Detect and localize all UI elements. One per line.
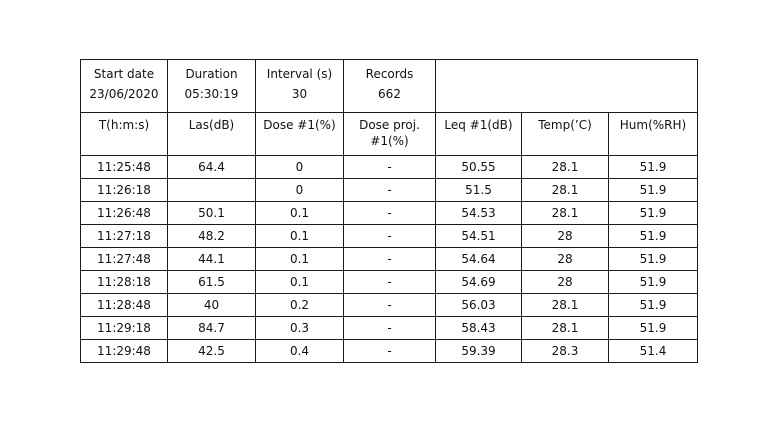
table-cell: 28.3: [522, 340, 609, 363]
table-cell: 51.9: [609, 225, 698, 248]
table-cell: 84.7: [168, 317, 256, 340]
duration-value: 05:30:19: [184, 87, 239, 101]
table-cell: 50.1: [168, 202, 256, 225]
column-header: T(h:m:s): [81, 113, 168, 156]
table-row: [81, 202, 698, 225]
records-label: Records: [365, 67, 414, 81]
table-cell: 28.1: [522, 317, 609, 340]
table-cell: 64.4: [168, 156, 256, 179]
column-header: Temp(’C): [522, 113, 609, 156]
table-cell: 51.9: [609, 317, 698, 340]
table-cell: -: [344, 156, 436, 179]
metadata-row: [81, 60, 698, 113]
table-cell: 51.9: [609, 179, 698, 202]
table-cell: 0.1: [256, 202, 344, 225]
table-cell: 28.1: [522, 179, 609, 202]
table-cell: 11:28:48: [81, 294, 168, 317]
table-row: [81, 179, 698, 202]
table-cell: 58.43: [436, 317, 522, 340]
table-cell: [168, 179, 256, 202]
table-cell: 28.1: [522, 294, 609, 317]
table-cell: 42.5: [168, 340, 256, 363]
table-cell: 0: [256, 179, 344, 202]
table-cell: 11:27:18: [81, 225, 168, 248]
column-header: Hum(%RH): [609, 113, 698, 156]
table-row: [81, 248, 698, 271]
table-cell: 28: [522, 271, 609, 294]
table-cell: -: [344, 202, 436, 225]
table-cell: 0.1: [256, 271, 344, 294]
table-cell: 0.4: [256, 340, 344, 363]
table-cell: 51.9: [609, 248, 698, 271]
interval-cell: [256, 60, 344, 113]
table-row: [81, 225, 698, 248]
measurement-table: [80, 59, 698, 363]
table-cell: 11:26:48: [81, 202, 168, 225]
table-cell: 11:29:48: [81, 340, 168, 363]
table-cell: 28: [522, 248, 609, 271]
table-cell: 51.9: [609, 271, 698, 294]
table-cell: 56.03: [436, 294, 522, 317]
table-cell: 44.1: [168, 248, 256, 271]
column-header: Leq #1(dB): [436, 113, 522, 156]
table-cell: -: [344, 294, 436, 317]
table-row: [81, 317, 698, 340]
column-header: Dose #1(%): [256, 113, 344, 156]
table-cell: 0.1: [256, 225, 344, 248]
table-cell: 40: [168, 294, 256, 317]
duration-cell: [168, 60, 256, 113]
table-cell: 28.1: [522, 156, 609, 179]
column-header: Dose proj. #1(%): [344, 113, 436, 156]
table-row: [81, 156, 698, 179]
table-row: [81, 271, 698, 294]
column-header-row: [81, 113, 698, 156]
table-cell: -: [344, 317, 436, 340]
table-cell: -: [344, 248, 436, 271]
table-cell: 11:27:48: [81, 248, 168, 271]
table-cell: 11:25:48: [81, 156, 168, 179]
table-cell: 51.4: [609, 340, 698, 363]
table-cell: 54.53: [436, 202, 522, 225]
records-value: 662: [378, 87, 401, 101]
table-cell: -: [344, 225, 436, 248]
start-date-value: 23/06/2020: [89, 87, 159, 101]
table-row: [81, 294, 698, 317]
table-cell: 51.9: [609, 202, 698, 225]
table-cell: 59.39: [436, 340, 522, 363]
table-cell: 0.2: [256, 294, 344, 317]
table-cell: -: [344, 340, 436, 363]
table-cell: 0: [256, 156, 344, 179]
table-cell: 61.5: [168, 271, 256, 294]
table-cell: 0.1: [256, 248, 344, 271]
column-header: Las(dB): [168, 113, 256, 156]
table-row: [81, 340, 698, 363]
table-cell: 51.9: [609, 156, 698, 179]
table-cell: -: [344, 179, 436, 202]
table-cell: -: [344, 271, 436, 294]
records-cell: [344, 60, 436, 113]
table-cell: 48.2: [168, 225, 256, 248]
interval-value: 30: [291, 87, 308, 101]
table-cell: 28: [522, 225, 609, 248]
duration-label: Duration: [185, 67, 238, 81]
table-cell: 54.51: [436, 225, 522, 248]
metadata-empty-cell: [436, 60, 698, 113]
start-date-cell: [81, 60, 168, 113]
interval-label: Interval (s): [266, 67, 333, 81]
table-cell: 51.9: [609, 294, 698, 317]
table-cell: 51.5: [436, 179, 522, 202]
table-cell: 50.55: [436, 156, 522, 179]
table-cell: 54.64: [436, 248, 522, 271]
table-cell: 11:26:18: [81, 179, 168, 202]
table-cell: 11:28:18: [81, 271, 168, 294]
table-cell: 54.69: [436, 271, 522, 294]
table-cell: 11:29:18: [81, 317, 168, 340]
table-cell: 0.3: [256, 317, 344, 340]
table-cell: 28.1: [522, 202, 609, 225]
start-date-label: Start date: [93, 67, 155, 81]
